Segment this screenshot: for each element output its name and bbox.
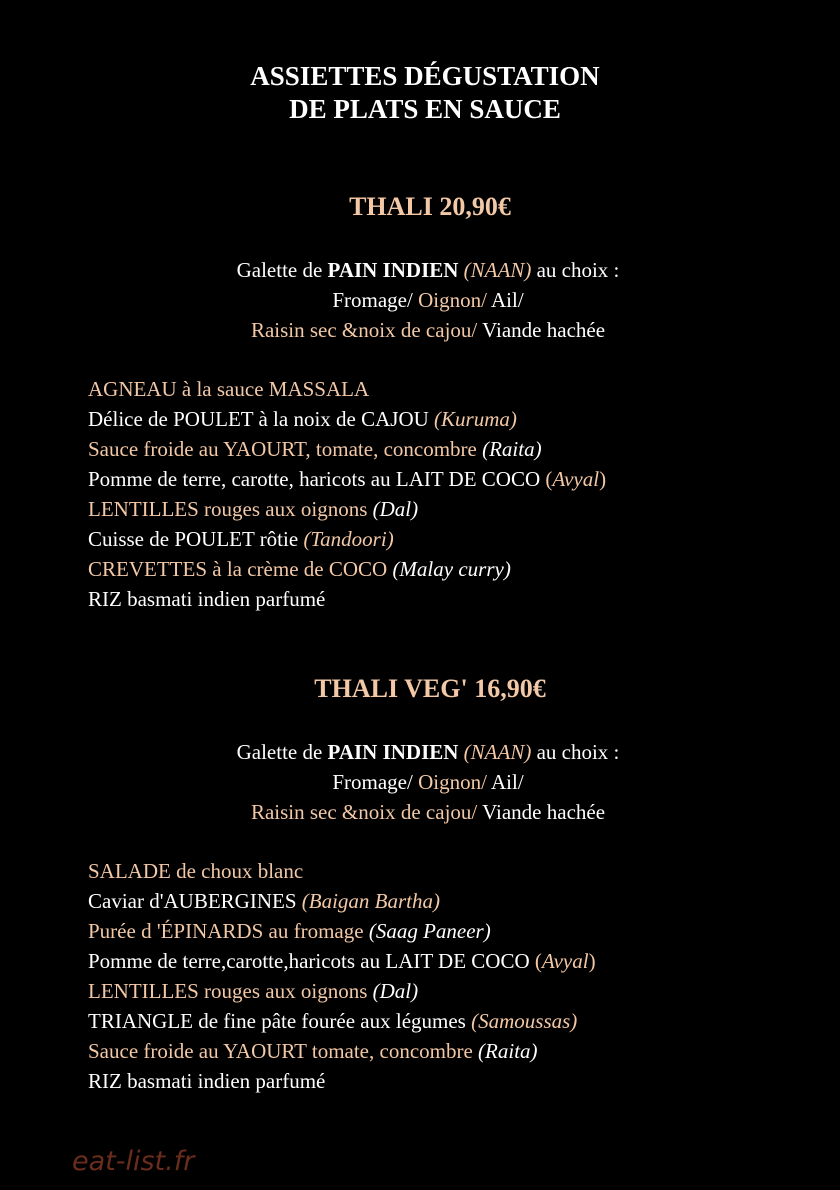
- dish-indian-name: (Raita): [482, 437, 542, 461]
- page-title: [0, 60, 840, 126]
- naan-post-text: au choix :: [531, 258, 620, 282]
- thali-veg-dish-list: [88, 856, 808, 1096]
- watermark: eat-list.fr: [72, 1146, 195, 1177]
- naan-option-oignon: Oignon/: [418, 288, 487, 312]
- page-title-line-2: DE PLATS EN SAUCE: [289, 94, 561, 124]
- thali-veg-naan-options-2: [0, 797, 840, 827]
- naan-option-oignon: Oignon/: [418, 770, 487, 794]
- thali-veg-naan-line: [0, 737, 840, 767]
- dish-indian-name: (Tandoori): [303, 527, 394, 551]
- dish-name: Cuisse de POULET rôtie: [88, 527, 304, 551]
- list-item: [88, 886, 808, 916]
- list-item: [88, 464, 808, 494]
- dish-name: RIZ basmati indien parfumé: [88, 587, 326, 611]
- dish-name: SALADE de choux blanc: [88, 859, 304, 883]
- paren-close: ): [599, 467, 607, 491]
- list-item: [88, 916, 808, 946]
- dish-indian-name: (Saag Paneer): [368, 919, 491, 943]
- dish-name: Sauce froide au YAOURT tomate, concombre: [88, 1039, 479, 1063]
- dish-name: Purée d 'ÉPINARDS au fromage: [88, 919, 369, 943]
- list-item: [88, 1066, 808, 1096]
- list-item: [88, 554, 808, 584]
- dish-name: LENTILLES rouges aux oignons: [88, 497, 373, 521]
- paren-open: (: [545, 467, 553, 491]
- thali-naan-line: [0, 255, 840, 285]
- thali-dish-list: [88, 374, 808, 614]
- naan-option-ail: Ail/: [486, 288, 524, 312]
- dish-indian-name: Avyal: [541, 949, 589, 973]
- list-item: [88, 584, 808, 614]
- page-title-line-1: ASSIETTES DÉGUSTATION: [250, 61, 600, 91]
- dish-name: Délice de POULET à la noix de CAJOU: [88, 407, 435, 431]
- dish-name: CREVETTES à la crème de COCO: [88, 557, 393, 581]
- thali-naan-options-2: [0, 315, 840, 345]
- dish-indian-name: Avyal: [552, 467, 600, 491]
- dish-name: Pomme de terre, carotte, haricots au LAIT DE COCO: [88, 467, 546, 491]
- dish-name: Caviar d'AUBERGINES: [88, 889, 302, 913]
- naan-option-raisin: Raisin sec &noix de cajou/: [250, 318, 478, 342]
- dish-indian-name: (Raita): [478, 1039, 538, 1063]
- naan-option-viande: Viande hachée: [477, 800, 606, 824]
- naan-option-fromage: Fromage/: [332, 770, 419, 794]
- dish-indian-name: (Dal): [372, 497, 419, 521]
- list-item: [88, 374, 808, 404]
- thali-veg-naan-block: [0, 737, 840, 827]
- dish-indian-name: (Malay curry): [392, 557, 511, 581]
- naan-italic-text: (NAAN): [463, 258, 532, 282]
- list-item: [88, 856, 808, 886]
- list-item: [88, 404, 808, 434]
- dish-name: AGNEAU à la sauce MASSALA: [88, 377, 370, 401]
- naan-option-raisin: Raisin sec &noix de cajou/: [250, 800, 478, 824]
- naan-option-ail: Ail/: [486, 770, 524, 794]
- naan-bold-text: PAIN INDIEN: [327, 740, 459, 764]
- dish-name: Pomme de terre,carotte,haricots au LAIT DE COCO: [88, 949, 535, 973]
- list-item: [88, 524, 808, 554]
- naan-option-viande: Viande hachée: [477, 318, 606, 342]
- thali-naan-block: [0, 255, 840, 345]
- dish-indian-name: (Dal): [372, 979, 419, 1003]
- paren-close: ): [588, 949, 596, 973]
- naan-bold-text: PAIN INDIEN: [327, 258, 459, 282]
- list-item: [88, 1036, 808, 1066]
- dish-name: RIZ basmati indien parfumé: [88, 1069, 326, 1093]
- naan-post-text: au choix :: [531, 740, 620, 764]
- paren-open: (: [534, 949, 542, 973]
- naan-pre-text: Galette de: [236, 258, 328, 282]
- thali-naan-options-1: [0, 285, 840, 315]
- list-item: [88, 1006, 808, 1036]
- dish-name: Sauce froide au YAOURT, tomate, concombre: [88, 437, 483, 461]
- dish-indian-name: (Kuruma): [434, 407, 517, 431]
- thali-veg-heading: THALI VEG' 16,90€: [314, 674, 546, 703]
- list-item: [88, 976, 808, 1006]
- thali-heading: THALI 20,90€: [349, 192, 511, 221]
- dish-name: LENTILLES rouges aux oignons: [88, 979, 373, 1003]
- thali-veg-naan-options-1: [0, 767, 840, 797]
- list-item: [88, 946, 808, 976]
- list-item: [88, 494, 808, 524]
- dish-name: TRIANGLE de fine pâte fourée aux légumes: [88, 1009, 472, 1033]
- dish-indian-name: (Baigan Bartha): [301, 889, 440, 913]
- naan-option-fromage: Fromage/: [332, 288, 419, 312]
- dish-indian-name: (Samoussas): [471, 1009, 578, 1033]
- naan-italic-text: (NAAN): [463, 740, 532, 764]
- naan-pre-text: Galette de: [236, 740, 328, 764]
- list-item: [88, 434, 808, 464]
